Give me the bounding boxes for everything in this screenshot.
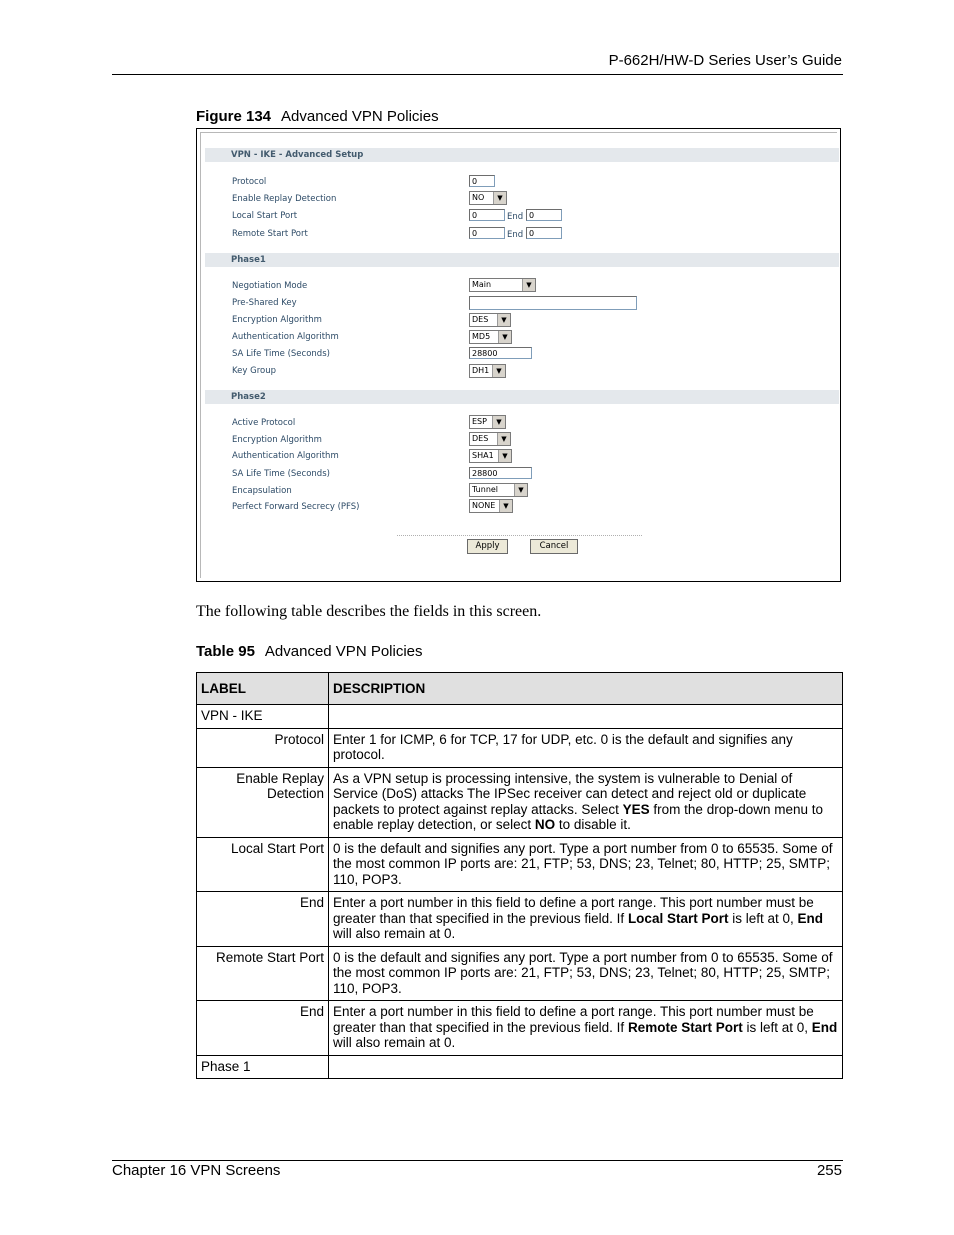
key-group-select[interactable]: [469, 364, 506, 378]
desc-bold: YES: [622, 801, 650, 817]
header-rule: [112, 74, 843, 75]
table-row: [197, 767, 843, 837]
row-label-line: Enable Replay: [236, 770, 324, 786]
row-label: End: [197, 1001, 329, 1056]
row-description: [329, 892, 843, 947]
desc-text: is left at 0,: [728, 910, 798, 926]
phase2-encryption-value: DES: [472, 434, 489, 443]
remote-end-label: End: [507, 230, 524, 240]
remote-start-port-input[interactable]: 0: [469, 227, 505, 239]
label-column-header: LABEL: [197, 673, 329, 705]
table-row: [197, 837, 843, 892]
pfs-select[interactable]: [469, 499, 513, 513]
apply-button[interactable]: Apply: [467, 539, 508, 554]
row-label: Phase 1: [197, 1055, 329, 1079]
table-row: [197, 705, 843, 729]
table-caption: [196, 643, 423, 660]
advanced-vpn-screenshot: [196, 128, 841, 582]
figure-number: Figure 134: [196, 108, 272, 125]
desc-text: As a VPN setup is processing intensive, the system is vulnerable to Denial of Service (DoS) attacks The IPSec receiver can detect and reject old or duplicate packets to protect against replay attacks. Select: [333, 770, 807, 817]
row-description: [329, 1055, 843, 1079]
table-row: [197, 728, 843, 767]
running-header: P-662H/HW-D Series User’s Guide: [608, 52, 842, 69]
chevron-down-icon[interactable]: ▼: [514, 484, 527, 496]
row-label: [197, 767, 329, 837]
local-start-port-input[interactable]: 0: [469, 209, 505, 221]
encapsulation-label: Encapsulation: [232, 486, 292, 496]
chevron-down-icon[interactable]: ▼: [498, 331, 511, 343]
section-phase2: Phase2: [205, 390, 839, 404]
cancel-button[interactable]: Cancel: [530, 539, 578, 554]
screenshot-frame: [200, 132, 837, 578]
desc-bold: End: [811, 1019, 838, 1035]
row-label: Local Start Port: [197, 837, 329, 892]
row-description: 0 is the default and signifies any port. Type a port number from 0 to 65535. Some of the most common IP ports are: 21, FTP; 53, DNS; 23, Telnet; 80, HTTP; 25, SMTP; 110, POP3.: [329, 946, 843, 1001]
phase1-encryption-value: DES: [472, 315, 489, 324]
remote-end-port-input[interactable]: 0: [526, 227, 562, 239]
desc-text: Enter a port number in this field to define a port range. This port number must be greater than that specified in the previous field. If: [333, 1004, 814, 1035]
phase1-encryption-label: Encryption Algorithm: [232, 315, 322, 325]
chevron-down-icon[interactable]: ▼: [492, 365, 505, 377]
table-header-row: [197, 673, 843, 705]
protocol-label: Protocol: [232, 177, 267, 187]
section-phase1: Phase1: [205, 253, 839, 267]
row-description: [329, 705, 843, 729]
phase1-encryption-select[interactable]: [469, 313, 511, 327]
table-row: [197, 892, 843, 947]
desc-bold: End: [797, 910, 823, 926]
button-divider: [397, 535, 642, 536]
key-group-label: Key Group: [232, 366, 276, 376]
figure-caption: [196, 108, 439, 125]
intro-paragraph: The following table describes the fields in this screen.: [196, 603, 542, 620]
replay-detection-label: Enable Replay Detection: [232, 194, 337, 204]
negotiation-mode-select[interactable]: [469, 278, 536, 292]
phase1-sa-lifetime-input[interactable]: 28800: [469, 347, 532, 359]
table-number: Table 95: [196, 643, 255, 660]
field-description-table: [196, 672, 843, 1079]
chevron-down-icon[interactable]: ▼: [497, 433, 510, 445]
chevron-down-icon[interactable]: ▼: [522, 279, 535, 291]
page-number: 255: [816, 1162, 842, 1179]
phase2-sa-lifetime-input[interactable]: 28800: [469, 467, 532, 479]
phase2-encryption-select[interactable]: [469, 432, 511, 446]
phase1-sa-lifetime-label: SA Life Time (Seconds): [232, 349, 330, 359]
chevron-down-icon[interactable]: ▼: [497, 314, 510, 326]
pre-shared-key-input[interactable]: [469, 296, 637, 310]
desc-bold: Local Start Port: [627, 910, 729, 926]
row-description: 0 is the default and signifies any port. Type a port number from 0 to 65535. Some of the most common IP ports are: 21, FTP; 53, DNS; 23, Telnet; 80, HTTP; 25, SMTP; 110, POP3.: [329, 837, 843, 892]
local-end-label: End: [507, 212, 524, 222]
section-ike-advanced-setup: VPN - IKE - Advanced Setup: [205, 148, 839, 162]
desc-text: Enter a port number in this field to define a port range. This port number must be greater than that specified in the previous field. If: [333, 895, 814, 926]
local-end-port-input[interactable]: 0: [526, 209, 562, 221]
row-label: Protocol: [197, 728, 329, 767]
table-title: Advanced VPN Policies: [264, 643, 423, 660]
active-protocol-label: Active Protocol: [232, 418, 296, 428]
chevron-down-icon[interactable]: ▼: [498, 450, 511, 462]
figure-title: Advanced VPN Policies: [281, 108, 439, 125]
active-protocol-value: ESP: [472, 417, 487, 426]
encapsulation-select[interactable]: [469, 483, 528, 497]
pre-shared-key-label: Pre-Shared Key: [232, 298, 297, 308]
row-label: End: [197, 892, 329, 947]
chevron-down-icon[interactable]: ▼: [492, 416, 505, 428]
desc-bold: NO: [534, 817, 556, 832]
description-column-header: DESCRIPTION: [329, 673, 843, 705]
chevron-down-icon[interactable]: ▼: [493, 192, 506, 204]
table-row: [197, 1055, 843, 1079]
phase2-authentication-select[interactable]: [469, 449, 512, 463]
footer-chapter: Chapter 16 VPN Screens: [112, 1162, 281, 1179]
replay-detection-value: NO: [472, 193, 485, 202]
active-protocol-select[interactable]: [469, 415, 506, 429]
row-description: Enter 1 for ICMP, 6 for TCP, 17 for UDP, etc. 0 is the default and signifies any protocol.: [329, 728, 843, 767]
desc-text: will also remain at 0.: [333, 1035, 456, 1050]
phase1-authentication-select[interactable]: [469, 330, 512, 344]
pfs-value: NONE: [472, 501, 496, 510]
chevron-down-icon[interactable]: ▼: [499, 500, 512, 512]
phase2-sa-lifetime-label: SA Life Time (Seconds): [232, 469, 330, 479]
negotiation-mode-value: Main: [472, 280, 492, 289]
encapsulation-value: Tunnel: [472, 485, 499, 494]
phase1-authentication-value: MD5: [472, 332, 491, 341]
row-description: [329, 1001, 843, 1056]
pfs-label: Perfect Forward Secrecy (PFS): [232, 502, 360, 512]
desc-text: to disable it.: [555, 817, 631, 832]
protocol-input[interactable]: 0: [469, 175, 495, 187]
row-label: VPN - IKE: [197, 705, 329, 729]
footer-rule: [112, 1160, 843, 1161]
desc-bold: Remote Start Port: [627, 1019, 743, 1035]
remote-start-port-label: Remote Start Port: [232, 229, 308, 239]
desc-text: from the drop-down menu to enable replay detection, or select: [333, 801, 824, 832]
phase2-authentication-value: SHA1: [472, 451, 494, 460]
negotiation-mode-label: Negotiation Mode: [232, 281, 308, 291]
phase2-encryption-label: Encryption Algorithm: [232, 435, 322, 445]
desc-text: is left at 0,: [742, 1019, 812, 1035]
row-description: [329, 767, 843, 837]
replay-detection-select[interactable]: [469, 191, 507, 205]
local-start-port-label: Local Start Port: [232, 211, 298, 221]
desc-text: will also remain at 0.: [333, 926, 456, 941]
row-label: Remote Start Port: [197, 946, 329, 1001]
key-group-value: DH1: [472, 366, 490, 375]
table-row: [197, 1001, 843, 1056]
table-row: [197, 946, 843, 1001]
phase2-authentication-label: Authentication Algorithm: [232, 451, 339, 461]
row-label-line: Detection: [266, 786, 324, 801]
phase1-authentication-label: Authentication Algorithm: [232, 332, 339, 342]
